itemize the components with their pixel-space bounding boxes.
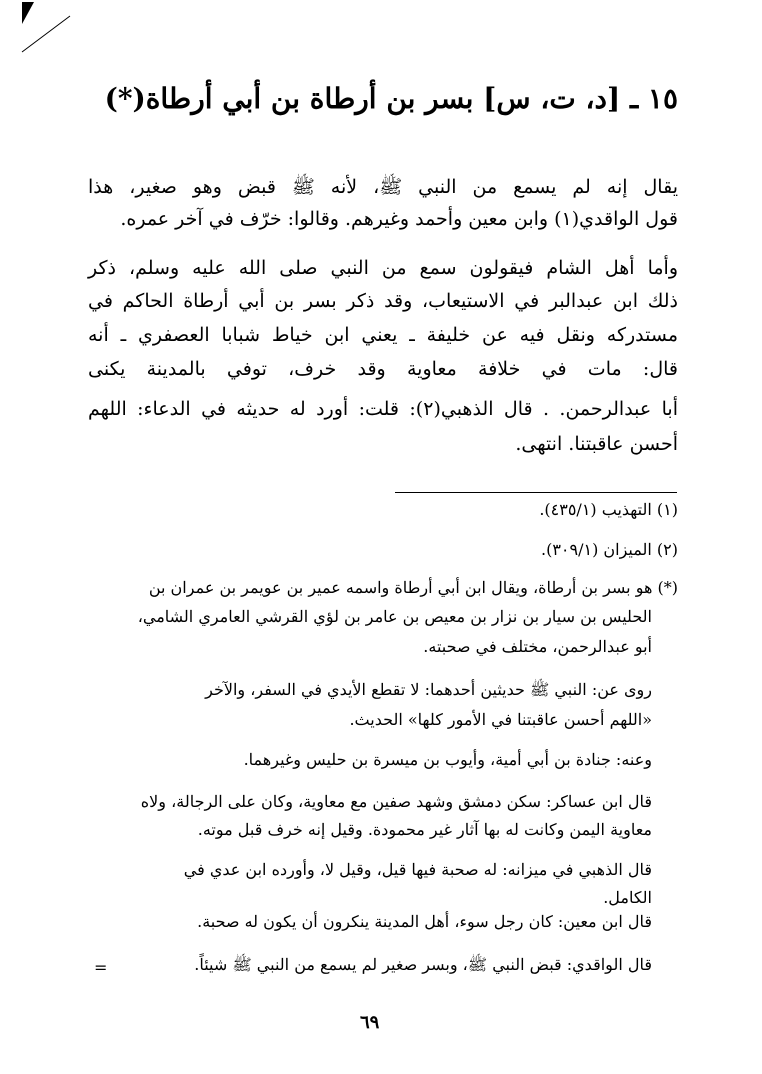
note-line: قال ابن معين: كان رجل سوء، أهل المدينة ينكرون أن يكون له صحبة.: [197, 912, 652, 931]
body-line: وأما أهل الشام فيقولون سمع من النبي صلى الله عليه وسلم، ذكر: [88, 257, 678, 279]
footnote-separator: [395, 492, 677, 493]
body-line: أبا عبدالرحمن. . قال الذهبي(٢): قلت: أورد له حديثه في الدعاء: اللهم: [88, 398, 678, 420]
note-line: «اللهم أحسن عاقبتنا في الأمور كلها» الحديث.: [349, 710, 652, 729]
body-line: مستدركه ونقل فيه عن خليفة ـ يعني ابن خياط شبابا العصفري ـ أنه: [88, 324, 678, 346]
note-line: معاوية اليمن وكانت له بها آثار غير محمودة. وقيل إنه خرف قبل موته.: [197, 820, 652, 839]
body-line: أحسن عاقبتنا. انتهى.: [515, 433, 678, 455]
note-line: (*) هو بسر بن أرطاة، ويقال ابن أبي أرطاة واسمه عمير بن عويمر بن عمران بن: [148, 578, 678, 597]
note-line: الحليس بن سيار بن نزار بن معيص بن عامر بن لؤي القرشي العامري الشامي،: [137, 607, 652, 626]
body-line: قال: مات في خلافة معاوية وقد خرف، توفي بالمدينة يكنى: [88, 358, 678, 380]
corner-scan-mark: [18, 2, 78, 62]
footnote: (٢) الميزان (٣٠٩/١).: [540, 540, 678, 559]
note-line: قال الواقدي: قبض النبي ﷺ، وبسر صغير لم يسمع من النبي ﷺ شيئاً.: [194, 955, 652, 974]
body-line: يقال إنه لم يسمع من النبي ﷺ، لأنه ﷺ قبض وهو صغير، هذا: [88, 176, 678, 198]
note-line: قال الذهبي في ميزانه: له صحبة فيها قيل، وقيل لا، وأورده ابن عدي في: [183, 860, 652, 879]
note-line: أبو عبدالرحمن، مختلف في صحبته.: [423, 637, 652, 656]
footnote: (١) التهذيب (٤٣٥/١).: [539, 500, 678, 519]
continuation-mark: =: [94, 958, 108, 977]
note-line: روى عن: النبي ﷺ حديثين أحدهما: لا تقطع الأيدي في السفر، والآخر: [205, 680, 652, 699]
body-line: قول الواقدي(١) وابن معين وأحمد وغيرهم. وقالوا: خرّف في آخر عمره.: [120, 208, 678, 230]
note-line: الكامل.: [603, 888, 652, 907]
note-line: وعنه: جنادة بن أبي أمية، وأيوب بن ميسرة بن حليس وغيرهما.: [243, 750, 652, 769]
body-line: ذلك ابن عبدالبر في الاستيعاب، وقد ذكر بسر بن أبي أرطاة الحاكم في: [88, 290, 678, 312]
page-number: ٦٩: [360, 1012, 380, 1033]
note-line: قال ابن عساكر: سكن دمشق وشهد صفين مع معاوية، وكان على الرجالة، ولاه: [140, 792, 652, 811]
entry-title: ١٥ ـ [د، ت، س] بسر بن أرطاة بن أبي أرطاة(*): [104, 82, 678, 115]
